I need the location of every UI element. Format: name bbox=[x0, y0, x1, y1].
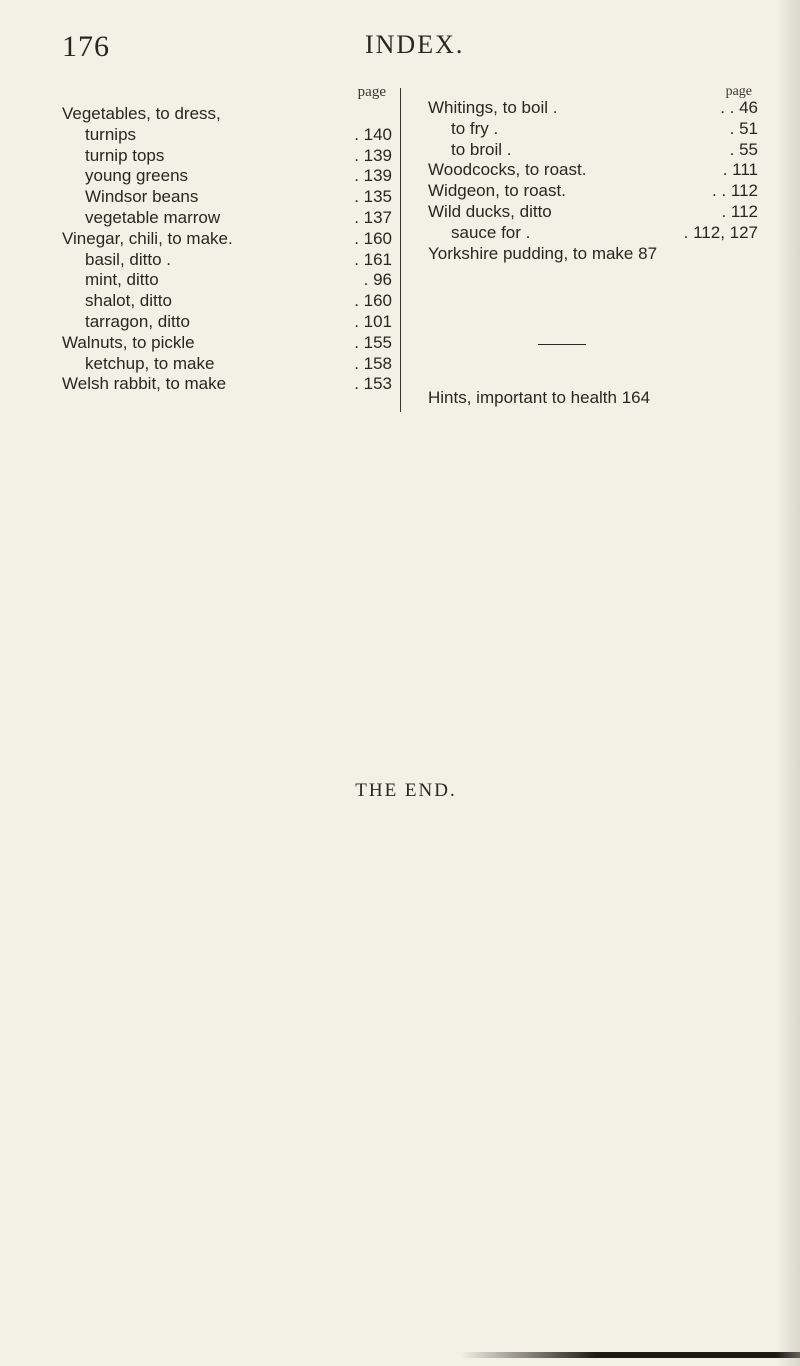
index-entry-page: . . 46 bbox=[720, 98, 758, 117]
index-entry-label: to fry . bbox=[451, 118, 499, 138]
index-entry bbox=[428, 181, 758, 202]
page-column-heading: page bbox=[725, 84, 752, 99]
index-entry-label: Welsh rabbit, to make bbox=[62, 374, 227, 394]
index-entry bbox=[62, 291, 392, 312]
page-edge-shadow bbox=[776, 0, 800, 1366]
index-entry bbox=[428, 140, 758, 161]
index-entry bbox=[62, 146, 392, 167]
index-entry bbox=[62, 333, 392, 354]
page-column-heading: page bbox=[357, 84, 386, 100]
index-entry bbox=[62, 270, 392, 291]
index-entry-page: . 158 bbox=[354, 353, 392, 373]
index-entry bbox=[62, 187, 392, 208]
index-entry-page: . 112, 127 bbox=[683, 222, 758, 242]
index-entry-label: mint, ditto bbox=[85, 270, 159, 290]
index-entry-label: turnip tops bbox=[85, 145, 165, 165]
index-entry-page: . 55 bbox=[729, 139, 758, 159]
index-entry bbox=[62, 166, 392, 187]
index-entry bbox=[428, 160, 758, 181]
index-entry bbox=[62, 250, 392, 271]
index-entry-label: vegetable marrow bbox=[85, 207, 221, 227]
index-entry bbox=[428, 119, 758, 140]
index-entry-page: . 161 bbox=[354, 249, 392, 269]
index-entry-label: ketchup, to make bbox=[85, 353, 215, 373]
index-entry-page: . 160 bbox=[354, 291, 392, 311]
column-divider bbox=[400, 88, 401, 412]
index-entry bbox=[62, 354, 392, 375]
index-entries-right bbox=[428, 98, 758, 264]
index-entry-page: . 112 bbox=[721, 201, 758, 221]
index-column-right bbox=[428, 84, 758, 264]
index-entry-label: Woodcocks, to roast. bbox=[428, 160, 587, 180]
index-entry-label: Whitings, to boil . bbox=[428, 98, 558, 117]
index-entry-label: Wild ducks, ditto bbox=[428, 201, 552, 221]
index-entry-label: Walnuts, to pickle bbox=[62, 332, 195, 352]
section-rule bbox=[538, 344, 586, 345]
index-entry bbox=[62, 229, 392, 250]
index-entry bbox=[428, 202, 758, 223]
index-entry bbox=[62, 374, 392, 395]
index-entry-hints: Hints, important to health 164 bbox=[428, 388, 651, 407]
index-entry bbox=[62, 312, 392, 333]
index-entry-label: Widgeon, to roast. bbox=[428, 181, 566, 201]
index-entry-page: . 160 bbox=[354, 228, 392, 248]
index-entry-label: tarragon, ditto bbox=[85, 311, 190, 331]
index-entry-label: sauce for . bbox=[451, 222, 531, 242]
the-end: THE END. bbox=[355, 780, 457, 801]
index-entry-label: basil, ditto . bbox=[85, 249, 171, 269]
index-entry bbox=[428, 98, 758, 119]
index-entries-left bbox=[62, 104, 392, 395]
index-entry-label: Vegetables, to dress, bbox=[62, 104, 221, 123]
index-entry bbox=[62, 104, 392, 125]
page-number: 176 bbox=[62, 30, 110, 63]
index-entry-label: to broil . bbox=[451, 139, 512, 159]
index-entry-label: young greens bbox=[85, 166, 189, 186]
index-entry-page: . 135 bbox=[354, 187, 392, 207]
index-entry-label: shalot, ditto bbox=[85, 291, 172, 311]
index-entry bbox=[62, 208, 392, 229]
index-entry bbox=[62, 125, 392, 146]
index-entry-page: . 140 bbox=[354, 124, 392, 144]
index-entry-label: Vinegar, chili, to make. bbox=[62, 228, 233, 248]
index-entry-page: . 111 bbox=[722, 160, 758, 180]
bottom-edge-mark bbox=[460, 1352, 800, 1358]
index-entry-page: . . 112 bbox=[712, 181, 758, 201]
index-entry bbox=[428, 244, 758, 265]
index-entry-page: . 96 bbox=[363, 270, 392, 290]
index-entry-label: Yorkshire pudding, to make 87 bbox=[428, 243, 658, 263]
index-entry-label: Windsor beans bbox=[85, 187, 199, 207]
page-header bbox=[62, 30, 752, 70]
index-entry-page: . 139 bbox=[354, 166, 392, 186]
index-entry-page: . 51 bbox=[729, 118, 758, 138]
index-entry-page: . 139 bbox=[354, 145, 392, 165]
index-entry-page: . 155 bbox=[354, 332, 392, 352]
index-entry-label: turnips bbox=[85, 124, 137, 144]
running-title: INDEX. bbox=[365, 30, 465, 59]
index-entry-page: . 153 bbox=[354, 374, 392, 394]
index-entry-page: . 137 bbox=[354, 207, 392, 227]
index-column-left bbox=[62, 84, 392, 395]
index-entry bbox=[428, 223, 758, 244]
index-entry-page: . 101 bbox=[354, 311, 392, 331]
